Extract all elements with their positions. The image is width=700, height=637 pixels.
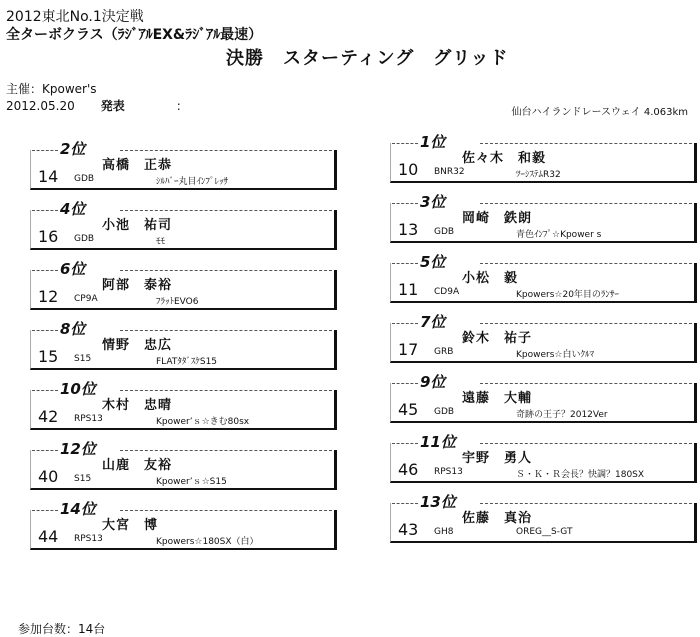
grid-slot (390, 371, 700, 423)
grid-slot (30, 378, 340, 430)
car-model: S15 (74, 354, 92, 364)
grid-position: 6位 (60, 260, 86, 278)
dashed-divider (120, 150, 332, 151)
grid-position: 5位 (420, 253, 446, 271)
driver-name: 大宮 博 (102, 518, 159, 533)
dashed-divider (480, 323, 692, 324)
driver-name: 木村 忠晴 (102, 398, 173, 413)
entry-count: 参加台数：14台 (18, 622, 106, 636)
car-number: 13 (398, 220, 419, 239)
car-model: RPS13 (74, 414, 103, 424)
driver-name: 鈴木 祐子 (462, 331, 533, 346)
car-number: 17 (398, 340, 419, 359)
dashed-divider (392, 383, 418, 384)
grid-slot (390, 491, 700, 543)
team-name: Ｓ・Ｋ・Ｒ会長？快調？180SX (516, 470, 645, 480)
team-name: ﾓﾓ (156, 237, 166, 247)
grid-slot (30, 498, 340, 550)
dashed-divider (480, 203, 692, 204)
event-title-line1: 2012東北No.1決定戦 (6, 9, 144, 25)
dashed-divider (120, 450, 332, 451)
car-model: GH8 (434, 527, 454, 537)
team-name: Kpower’ｓ☆S15 (156, 477, 227, 487)
grid-position: 9位 (420, 373, 446, 391)
car-model: BNR32 (434, 167, 465, 177)
driver-name: 佐々木 和毅 (462, 151, 547, 166)
venue: 仙台ハイランドレースウェイ 4.063km (511, 107, 688, 118)
grid-position: 8位 (60, 320, 86, 338)
car-number: 42 (38, 407, 59, 426)
car-model: GRB (434, 347, 454, 357)
team-name: Kpowers☆180SX（白） (156, 537, 259, 547)
grid-position: 7位 (420, 313, 446, 331)
car-number: 12 (38, 287, 59, 306)
dashed-divider (392, 443, 418, 444)
car-model: RPS13 (434, 467, 463, 477)
car-number: 10 (398, 160, 419, 179)
car-model: GDB (74, 234, 95, 244)
driver-name: 山鹿 友裕 (102, 458, 173, 473)
grid-slot (30, 318, 340, 370)
grid-position: 12位 (60, 440, 96, 458)
car-model: CD9A (434, 287, 460, 297)
grid-position: 10位 (60, 380, 96, 398)
dashed-divider (120, 330, 332, 331)
grid-title: 決勝 スターティング グリッド (226, 48, 509, 69)
event-class-title: 全ターボクラス（ﾗｼﾞｱﾙEX&ﾗｼﾞｱﾙ最速） (6, 27, 263, 43)
grid-slot (390, 311, 700, 363)
car-number: 43 (398, 520, 419, 539)
car-number: 45 (398, 400, 419, 419)
dashed-divider (480, 143, 692, 144)
dashed-divider (392, 203, 418, 204)
dashed-divider (120, 390, 332, 391)
dashed-divider (392, 503, 418, 504)
organizer: 主催：Kpower's (6, 82, 97, 96)
driver-name: 阿部 泰裕 (102, 278, 173, 293)
team-name: FLATﾀﾀﾞｽｹS15 (156, 357, 218, 367)
grid-slot (30, 198, 340, 250)
driver-name: 小松 毅 (462, 271, 519, 286)
dashed-divider (392, 263, 418, 264)
dashed-divider (32, 270, 58, 271)
announce-date: 2012.05.20 (6, 99, 75, 113)
announce-date-line (6, 97, 181, 114)
dashed-divider (392, 143, 418, 144)
car-number: 16 (38, 227, 59, 246)
grid-position: 3位 (420, 193, 446, 211)
car-number: 11 (398, 280, 419, 299)
dashed-divider (480, 383, 692, 384)
car-model: RPS13 (74, 534, 103, 544)
grid-position: 11位 (420, 433, 456, 451)
team-name: Kpowers☆20年目のﾗﾝｻｰ (516, 290, 619, 300)
car-model: S15 (74, 474, 92, 484)
car-model: GDB (74, 174, 95, 184)
team-name: OREG__S-GT (516, 527, 573, 537)
car-number: 44 (38, 527, 59, 546)
dashed-divider (32, 450, 58, 451)
car-number: 15 (38, 347, 59, 366)
grid-position: 4位 (60, 200, 86, 218)
driver-name: 佐藤 真治 (462, 511, 533, 526)
team-name: 青色ｲﾝﾌﾟ☆Kpower s (516, 230, 602, 240)
grid-position: 2位 (60, 140, 86, 158)
dashed-divider (480, 263, 692, 264)
driver-name: 高橋 正恭 (102, 158, 173, 173)
team-name: 奇跡の王子？2012Ver (516, 410, 608, 420)
grid-position: 13位 (420, 493, 456, 511)
driver-name: 岡崎 鉄朗 (462, 211, 533, 226)
grid-slot (30, 258, 340, 310)
team-name: Kpower’ｓ☆きむ80sx (156, 417, 250, 427)
grid-slot (390, 131, 700, 183)
dashed-divider (392, 323, 418, 324)
grid-slot (30, 438, 340, 490)
team-name: ｼﾙﾊﾞｰ丸目ｲﾝﾌﾟﾚｯｻ (156, 177, 229, 187)
car-model: GDB (434, 407, 455, 417)
dashed-divider (120, 270, 332, 271)
grid-position: 1位 (420, 133, 446, 151)
dashed-divider (480, 503, 692, 504)
team-name: Kpowers☆白いｸﾙﾏ (516, 350, 594, 360)
dashed-divider (120, 510, 332, 511)
announce-colon: : (176, 99, 181, 113)
announce-label: 発表 (100, 99, 125, 113)
car-number: 40 (38, 467, 59, 486)
grid-slot (390, 191, 700, 243)
driver-name: 遠藤 大輔 (462, 391, 533, 406)
grid-position: 14位 (60, 500, 96, 518)
driver-name: 小池 祐司 (102, 218, 173, 233)
grid-slot (390, 431, 700, 483)
grid-slot (390, 251, 700, 303)
dashed-divider (32, 150, 58, 151)
car-number: 46 (398, 460, 419, 479)
driver-name: 宇野 勇人 (462, 451, 533, 466)
team-name: ﾌﾗｯﾄEVO6 (156, 297, 199, 307)
car-model: GDB (434, 227, 455, 237)
dashed-divider (120, 210, 332, 211)
driver-name: 情野 忠広 (102, 338, 173, 353)
grid-slot (30, 138, 340, 190)
team-name: ﾂｰｼｽﾃﾑR32 (516, 170, 561, 180)
car-number: 14 (38, 167, 59, 186)
dashed-divider (32, 330, 58, 331)
car-model: CP9A (74, 294, 98, 304)
dashed-divider (480, 443, 692, 444)
dashed-divider (32, 510, 58, 511)
dashed-divider (32, 390, 58, 391)
dashed-divider (32, 210, 58, 211)
